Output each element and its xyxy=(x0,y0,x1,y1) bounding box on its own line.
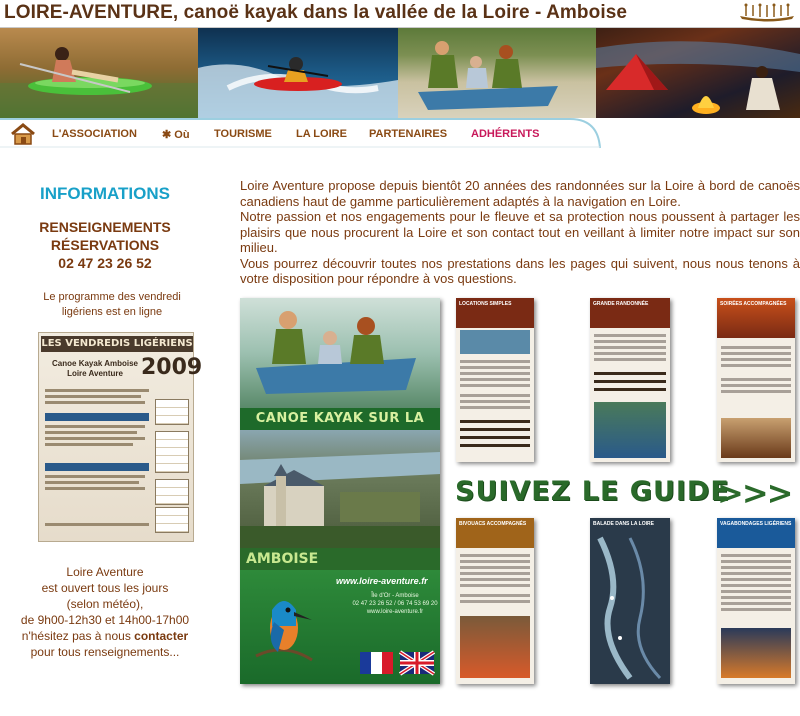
poster-text-line xyxy=(45,487,145,490)
leaflet-photo xyxy=(721,628,791,678)
nav-adherents[interactable]: ADHÉRENTS xyxy=(471,128,540,140)
leaflet-text-line xyxy=(721,572,791,575)
poster-calendar xyxy=(155,431,189,473)
leaflet-text-line xyxy=(460,554,530,557)
brochure-place: AMBOISE xyxy=(246,551,319,567)
leaflet-photo xyxy=(721,418,791,458)
leaflet-text-line xyxy=(594,352,666,355)
leaflet-price-line xyxy=(460,428,530,431)
nav-tourisme[interactable]: TOURISME xyxy=(214,128,272,140)
brochure-chateau-photo xyxy=(240,430,440,548)
leaflet-photo xyxy=(594,402,666,458)
leaflet-text-line xyxy=(721,566,791,569)
leaflet-title: GRANDE RANDONNÉE xyxy=(593,301,649,307)
leaflet-text-line xyxy=(594,358,666,361)
opening-hours-block xyxy=(0,564,210,660)
leaflet-photo xyxy=(460,330,530,354)
leaflet-soirees-accompagnees[interactable] xyxy=(717,298,795,462)
reservation-block xyxy=(0,218,210,272)
leaflet-text-line xyxy=(721,384,791,387)
poster-year: 2009 xyxy=(141,355,203,380)
brochure-title: CANOE KAYAK SUR LA xyxy=(240,408,440,430)
canoe-logo-icon[interactable] xyxy=(738,2,796,24)
leaflet-text-line xyxy=(594,334,666,337)
open-line-5-text: n'hésitez pas à nous xyxy=(21,629,131,643)
intro-paragraph-2: Notre passion et nos engagements pour le fleuve et sa protection nous poussent à partager les plaisirs que nous procurent la Loire et son contact tout en veillant à limiter notre impact sur son milieu. xyxy=(240,209,800,255)
leaflet-price-line xyxy=(594,372,666,375)
kayak-photo-1 xyxy=(0,28,198,118)
brochure-bottom xyxy=(240,570,440,684)
language-flags[interactable] xyxy=(360,652,434,674)
follow-guide-text: SUIVEZ LE GUIDE xyxy=(455,476,730,507)
site-header xyxy=(0,0,800,28)
leaflet-price-line xyxy=(460,436,530,439)
poster-text-line xyxy=(45,389,149,392)
leaflet-title: BIVOUACS ACCOMPAGNÉS xyxy=(459,521,527,527)
camping-photo-4 xyxy=(596,28,800,118)
kingfisher-icon xyxy=(256,586,312,666)
main-brochure[interactable] xyxy=(240,298,440,684)
leaflet-text-line xyxy=(721,390,791,393)
leaflet-text-line xyxy=(460,360,530,363)
leaflet-text-line xyxy=(721,608,791,611)
sidebar-title: INFORMATIONS xyxy=(39,184,170,203)
phone-number: 02 47 23 26 52 xyxy=(58,255,152,271)
leaflet-title: LOCATIONS SIMPLES xyxy=(459,301,512,307)
leaflet-text-line xyxy=(460,378,530,381)
brochure-address-line-3: www.loire-aventure.fr xyxy=(366,609,424,615)
leaflet-price-line xyxy=(460,420,530,423)
leaflet-text-line xyxy=(594,346,666,349)
open-line-6: pour tous renseignements... xyxy=(30,645,180,659)
open-line-2: est ouvert tous les jours xyxy=(41,581,169,595)
vendredis-ligeriens-poster[interactable] xyxy=(38,332,203,542)
poster-calendar xyxy=(155,479,189,505)
brochure-address-line-1: Île d'Or - Amboise xyxy=(371,593,419,599)
leaflet-title: VAGABONDAGES LIGÉRIENS xyxy=(720,521,792,527)
program-line-1: Le programme des vendredi xyxy=(43,291,181,303)
leaflet-vagabondages-ligeriens[interactable] xyxy=(717,518,795,684)
loire-map-icon xyxy=(590,538,670,678)
poster-title: LES VENDREDIS LIGÉRIENS xyxy=(41,336,193,352)
poster-section-bar xyxy=(45,413,149,421)
nav-la-loire[interactable]: LA LOIRE xyxy=(296,128,347,140)
open-line-1: Loire Aventure xyxy=(66,565,144,579)
photo-banner xyxy=(0,28,800,118)
poster-subtitle xyxy=(45,359,145,379)
leaflet-price-line xyxy=(460,444,530,447)
leaflet-text-line xyxy=(460,578,530,581)
nav-association[interactable]: L'ASSOCIATION xyxy=(52,128,137,140)
poster-text-line xyxy=(45,481,139,484)
leaflet-text-line xyxy=(721,554,791,557)
leaflet-text-line xyxy=(460,560,530,563)
leaflet-text-line xyxy=(460,366,530,369)
leaflet-text-line xyxy=(721,560,791,563)
brochure-canoe-photo xyxy=(240,298,440,408)
brochure-address-line-2: 02 47 23 26 52 / 06 74 53 69 20 xyxy=(352,601,438,607)
leaflet-text-line xyxy=(721,578,791,581)
leaflet-grande-randonnee[interactable] xyxy=(590,298,670,462)
leaflet-bivouacs-accompagnes[interactable] xyxy=(456,518,534,684)
intro-paragraph-1: Loire Aventure propose depuis bientôt 20 années des randonnées sur la Loire à bord de canoës canadiens haut de gamme particulièrement adaptés à la navigation en Loire. xyxy=(240,178,800,209)
leaflet-locations-simples[interactable] xyxy=(456,298,534,462)
kayak-photo-2 xyxy=(198,28,398,118)
leaflet-text-line xyxy=(721,378,791,381)
leaflet-title: SOIRÉES ACCOMPAGNÉES xyxy=(720,301,787,307)
leaflet-price-line xyxy=(594,388,666,391)
leaflet-text-line xyxy=(721,346,791,349)
leaflet-photo xyxy=(460,616,530,678)
follow-guide-arrows[interactable]: >>> xyxy=(717,474,792,512)
leaflet-text-line xyxy=(721,596,791,599)
leaflet-text-line xyxy=(460,372,530,375)
leaflet-text-line xyxy=(594,340,666,343)
resa-line-reservations: RÉSERVATIONS xyxy=(50,237,160,253)
canoe-photo-3 xyxy=(398,28,596,118)
program-text xyxy=(14,290,210,320)
open-line-3: (selon météo), xyxy=(66,597,144,611)
poster-text-line xyxy=(45,523,149,526)
site-title: LOIRE-AVENTURE, canoë kayak dans la vallée de la Loire - Amboise xyxy=(4,2,628,23)
brochure-amboise-band xyxy=(240,548,440,570)
poster-subtitle-1: Canoe Kayak Amboise xyxy=(52,359,138,368)
leaflet-text-line xyxy=(460,594,530,597)
leaflet-text-line xyxy=(460,566,530,569)
leaflet-text-line xyxy=(721,352,791,355)
poster-subtitle-2: Loire Aventure xyxy=(67,369,123,378)
leaflet-text-line xyxy=(460,384,530,387)
brochure-url: www.loire-aventure.fr xyxy=(336,576,428,586)
leaflet-balade-loire[interactable] xyxy=(590,518,670,684)
poster-text-line xyxy=(45,431,137,434)
leaflet-text-line xyxy=(460,400,530,403)
contact-link[interactable]: contacter xyxy=(134,629,189,643)
intro-paragraph-3: Vous pourrez découvrir toutes nos prestations dans les pages qui suivent, nous nous tenons à votre disposition pour répondre à vos questions. xyxy=(240,255,800,286)
leaflet-text-line xyxy=(721,590,791,593)
main-nav xyxy=(0,118,800,148)
intro-text xyxy=(240,178,800,287)
poster-calendar xyxy=(155,507,189,533)
poster-text-line xyxy=(45,443,133,446)
leaflet-title: BALADE DANS LA LOIRE xyxy=(593,521,654,527)
leaflet-text-line xyxy=(721,358,791,361)
poster-text-line xyxy=(45,401,145,404)
leaflet-text-line xyxy=(721,364,791,367)
brochure-address xyxy=(350,592,440,616)
leaflet-text-line xyxy=(460,406,530,409)
poster-text-line xyxy=(45,425,145,428)
leaflet-text-line xyxy=(460,600,530,603)
program-line-2: ligériens est en ligne xyxy=(61,306,163,318)
nav-partenaires[interactable]: PARTENAIRES xyxy=(369,128,448,140)
poster-calendar xyxy=(155,399,189,425)
poster-text-line xyxy=(45,395,141,398)
open-line-4: de 9h00-12h30 et 14h00-17h00 xyxy=(20,613,190,627)
leaflet-text-line xyxy=(460,584,530,587)
leaflet-text-line xyxy=(460,572,530,575)
leaflet-text-line xyxy=(721,602,791,605)
leaflet-text-line xyxy=(460,394,530,397)
poster-text-line xyxy=(45,437,145,440)
poster-text-line xyxy=(45,475,145,478)
open-line-5 xyxy=(0,628,210,644)
leaflet-price-line xyxy=(594,380,666,383)
home-icon[interactable] xyxy=(10,123,36,145)
resa-line-renseignements: RENSEIGNEMENTS xyxy=(39,219,171,235)
leaflet-text-line xyxy=(721,584,791,587)
nav-ou[interactable]: ✱ Où xyxy=(162,129,190,141)
poster-section-bar xyxy=(45,463,149,471)
